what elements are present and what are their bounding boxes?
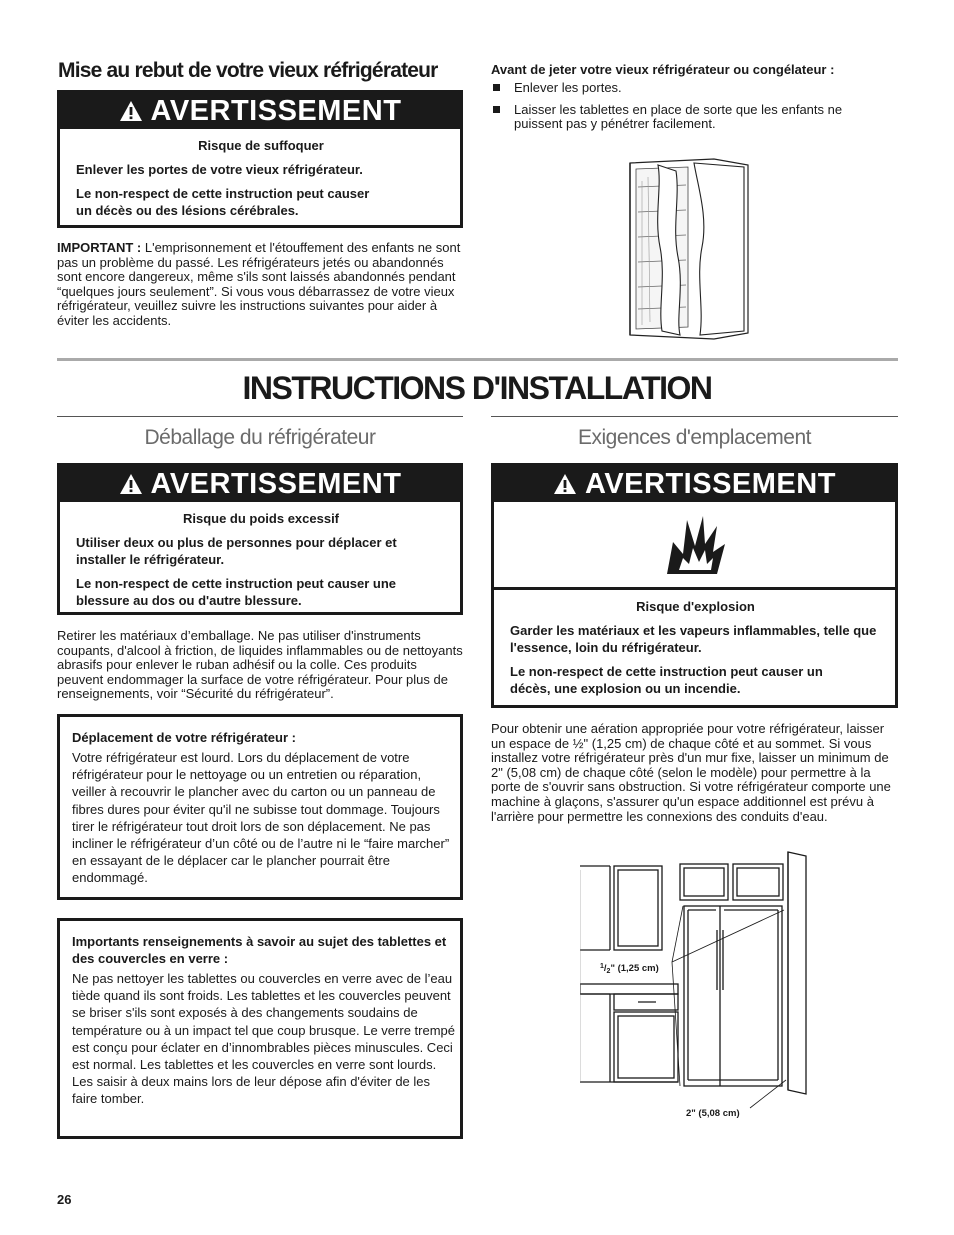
warning-header xyxy=(60,466,460,502)
glass-box-title: Importants renseignements à savoir au sujet des tablettes et des couvercles en verre : xyxy=(72,934,447,966)
warning-risk: Risque du poids excessif xyxy=(182,511,340,526)
location-rule xyxy=(491,416,898,417)
moving-info-box xyxy=(57,714,463,900)
warning-label: AVERTISSEMENT xyxy=(150,94,402,127)
warning-line-1: Enlever les portes de votre vieux réfrigérateur. xyxy=(76,162,363,177)
warning-line-2: Le non-respect de cette instruction peut causer un décès, une explosion ou un incendie. xyxy=(510,664,823,696)
page-title: INSTRUCTIONS D'INSTALLATION xyxy=(242,370,712,406)
warning-header xyxy=(60,93,460,129)
warning-label: AVERTISSEMENT xyxy=(150,467,402,500)
warning-line-2: Le non-respect de cette instruction peut causer une blessure au dos ou d'autre blessure. xyxy=(76,576,397,608)
clearance-diagram xyxy=(580,850,810,1120)
warning-line-2: Le non-respect de cette instruction peut causer un décès ou des lésions cérébrales. xyxy=(76,186,370,218)
location-title: Exigences d'emplacement xyxy=(578,426,811,449)
moving-box-text: Votre réfrigérateur est lourd. Lors du déplacement de votre réfrigérateur pour le nettoyage ou un entretien ou réparation, veiller à recouvrir le plancher avec du carton ou un panneau de fibres dures pour éviter qu'il ne subisse tout dommage. Toujours tirer le réfrigérateur tout droit lors de son déplacement. Ne pas incliner le réfrigérateur d’un côté ou de l’autre ni le “faire marcher” en essayant de le déplacer car le plancher pourrait être endommagé. xyxy=(72,750,450,886)
location-paragraph: Pour obtenir une aération appropriée pour votre réfrigérateur, laisser un espace de ½" (1,25 cm) de chaque côté et au sommet. Si vous installez votre réfrigérateur près d'un mur fixe, laisser un minimum de 2" (5,08 cm) de chaque côté (selon le modèle) pour permettre à la porte de s'ouvrir sans obstruction. Si votre réfrigérateur comporte une machine à glaçons, s'assurer qu'un espace additionnel est prévu à l'arrière pour permettre les connexions des conduits d'eau. xyxy=(491,721,891,824)
important-paragraph xyxy=(57,241,465,329)
moving-box-title: Déplacement de votre réfrigérateur : xyxy=(72,730,296,745)
glass-box-text: Ne pas nettoyer les tablettes ou couvercles en verre avec de l’eau tiède quand ils sont froids. Les tablettes et les couvercles peuvent se briser s'ils sont exposés à des changements soudains de température ou à un impact tel que coup brusque. Le verre trempé est conçu pour éclater en d’innombrables pièces minuscules. Ceci est normal. Les tablettes et les couvercles en verre sont lourds. Les saisir à deux mains lors de leur dépose afin d'éviter de les faire tomber. xyxy=(72,971,455,1107)
unpacking-rule xyxy=(57,416,463,417)
unpacking-warning-box xyxy=(57,463,463,615)
explosion-panel xyxy=(494,502,895,590)
half-inch-label: $^1/_2$" (1,25 cm) xyxy=(600,963,659,975)
warning-triangle-icon xyxy=(119,100,143,122)
glass-info-box xyxy=(57,918,463,1139)
unpacking-paragraph: Retirer les matériaux d’emballage. Ne pas utiliser d'instruments coupants, d'alcool à friction, de liquides inflammables ou de nettoyants abrasifs pour enlever le ruban adhésif ou la colle. Ces produits peuvent endommager la surface de votre réfrigérateur. Pour plus de renseignements, voir “Sécurité du réfrigérateur”. xyxy=(57,628,463,702)
warning-label: AVERTISSEMENT xyxy=(585,467,836,500)
warning-line-1: Utiliser deux ou plus de personnes pour déplacer et installer le réfrigérateur. xyxy=(76,535,397,567)
warning-risk: Risque d'explosion xyxy=(636,599,755,614)
important-label: IMPORTANT : xyxy=(57,240,142,255)
warning-header xyxy=(494,466,895,502)
warning-risk: Risque de suffoquer xyxy=(198,138,324,153)
before-disposal-list xyxy=(491,81,891,139)
list-item: Enlever les portes. xyxy=(491,81,891,96)
explosion-icon xyxy=(663,514,727,576)
important-text: L'emprisonnement et l'étouffement des enfants ne sont pas un problème du passé. Les réfrigérateurs jetés ou abandonnés sont encore dangereux, même s'ils sont laissés abandonnés pendant “quelques jours seulement”. Si vous vous débarrassez de votre vieux réfrigérateur, veuillez suivre les instructions suivantes pour aider à éviter les accidents. xyxy=(57,240,461,328)
warning-line-1: Garder les matériaux et les vapeurs inflammables, telle que l'essence, loin du réfrigérateur. xyxy=(510,623,877,655)
disposal-warning-box xyxy=(57,90,463,228)
list-item: Laisser les tablettes en place de sorte que les enfants ne puissent pas y pénétrer facilement. xyxy=(491,103,891,132)
title-top-rule xyxy=(57,358,898,361)
unpacking-title: Déballage du réfrigérateur xyxy=(144,426,376,449)
disposal-title: Mise au rebut de votre vieux réfrigérateur xyxy=(58,59,438,82)
fridge-doors-removed-illustration xyxy=(628,157,754,343)
before-disposal-title: Avant de jeter votre vieux réfrigérateur ou congélateur : xyxy=(491,62,835,77)
page-number: 26 xyxy=(57,1192,72,1207)
warning-triangle-icon xyxy=(119,473,143,495)
location-warning-box xyxy=(491,463,898,708)
two-inch-label: 2" (5,08 cm) xyxy=(686,1108,740,1119)
warning-triangle-icon xyxy=(553,473,577,495)
